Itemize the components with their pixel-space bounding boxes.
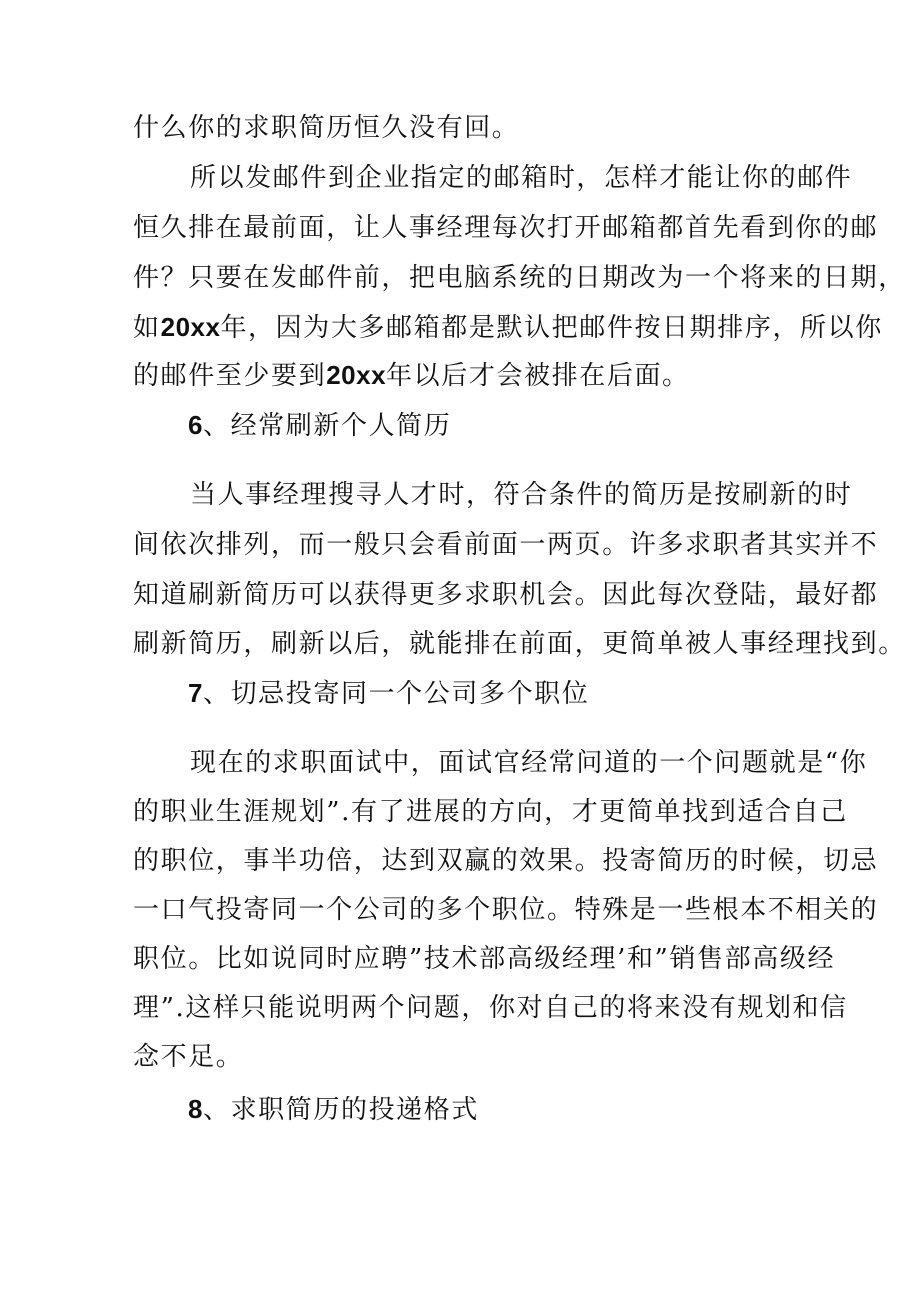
paragraph-line: 理”.这样只能说明两个问题，你对自己的将来没有规划和信 [133, 993, 848, 1023]
paragraph-line [133, 312, 883, 343]
paragraph-line: 现在的求职面试中，面试官经常问道的一个问题就是“你 [190, 748, 868, 778]
paragraph-line: 知道刷新简历可以获得更多求职机会。因此每次登陆，最好都 [133, 580, 879, 610]
paragraph-line: 一口气投寄同一个公司的多个职位。特殊是一些根本不相关的 [133, 895, 879, 925]
text-run: 年，因为大多邮箱都是默认把邮件按日期排序，所以你 [220, 313, 883, 343]
section-title: 、切忌投寄同一个公司多个职位 [202, 679, 590, 709]
year-number: 20xx [326, 360, 387, 390]
paragraph-line: 的职业生涯规划”.有了进展的方向，才更简单找到适合自己 [133, 797, 848, 827]
paragraph-line: 刷新简历，刷新以后，就能排在前面，更简单被人事经理找到。 [133, 629, 906, 659]
section-heading-6 [188, 410, 848, 441]
section-heading-7 [188, 678, 848, 709]
paragraph-line: 什么你的求职简历恒久没有回。 [133, 113, 520, 143]
section-title: 、经常刷新个人简历 [202, 411, 452, 441]
paragraph-line [133, 360, 793, 391]
paragraph-line: 件？只要在发邮件前，把电脑系统的日期改为一个将来的日期， [133, 263, 906, 293]
section-number: 6 [188, 410, 203, 440]
text-run: 年以后才会被排在后面。 [386, 361, 690, 391]
section-number: 7 [188, 678, 203, 708]
text-run: 的邮件至少要到 [133, 361, 327, 391]
paragraph-line: 恒久排在最前面，让人事经理每次打开邮箱都首先看到你的邮 [133, 213, 879, 243]
paragraph-line: 当人事经理搜寻人才时，符合条件的简历是按刷新的时 [190, 480, 853, 510]
paragraph-line: 所以发邮件到企业指定的邮箱时，怎样才能让你的邮件 [190, 163, 853, 193]
section-title: 、求职简历的投递格式 [202, 1095, 479, 1125]
text-run: 如 [133, 313, 161, 343]
year-number: 20xx [160, 312, 221, 342]
section-number: 8 [188, 1094, 203, 1124]
paragraph-line: 职位。比如说同时应聘”技术部高级经理’和”销售部高级经 [133, 944, 836, 974]
paragraph-line: 念不足。 [133, 1042, 244, 1072]
paragraph-line: 的职位，事半功倍，达到双赢的效果。投寄简历的时候，切忌 [133, 846, 879, 876]
paragraph-line: 间依次排列，而一般只会看前面一两页。许多求职者其实并不 [133, 530, 879, 560]
section-heading-8 [188, 1094, 848, 1125]
